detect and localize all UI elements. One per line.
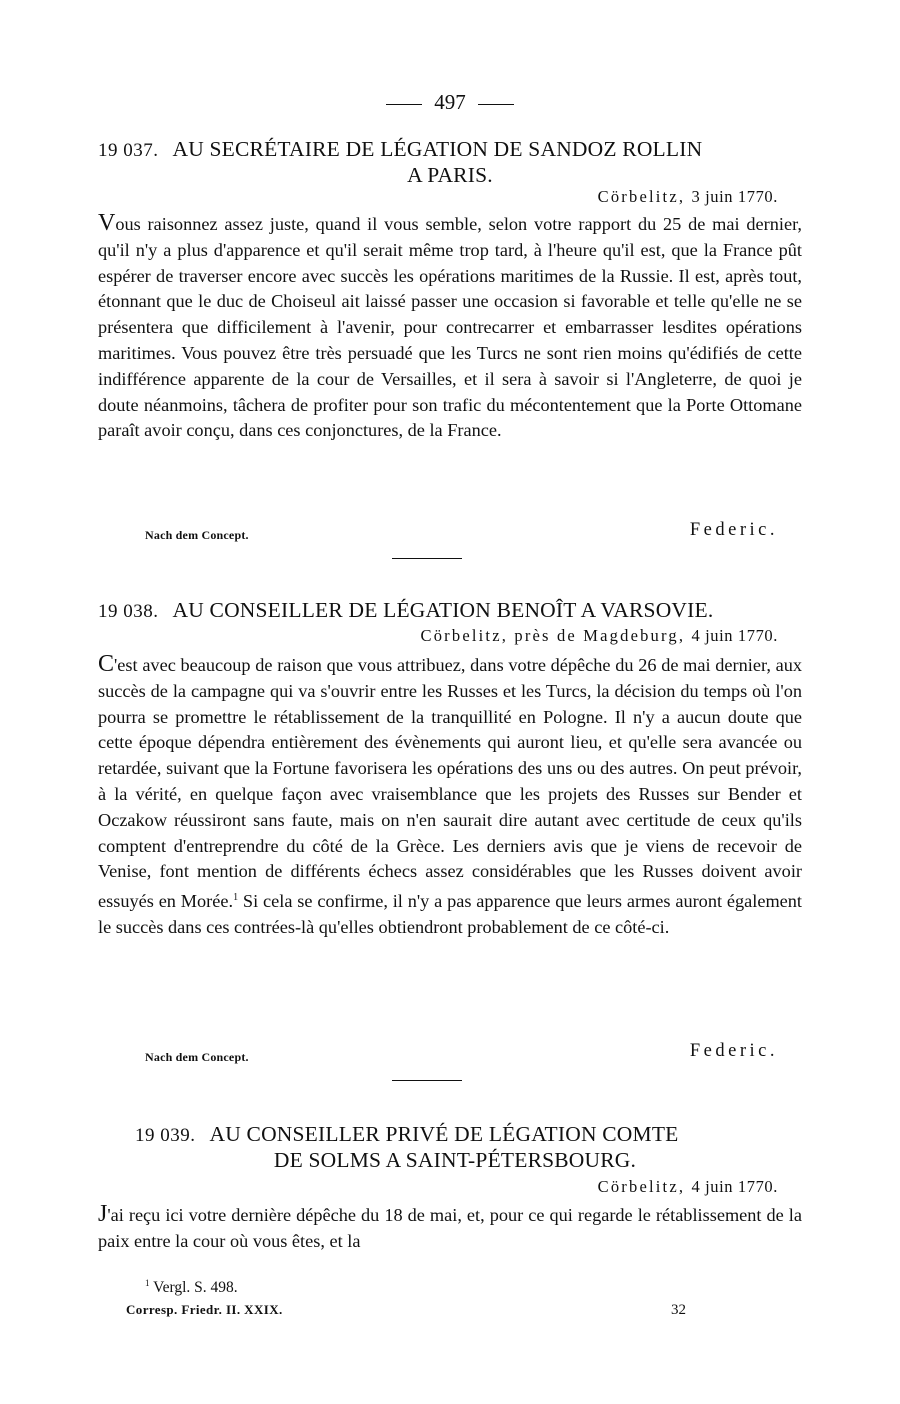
footnote-marker: 1 (145, 1278, 150, 1288)
letter-date: 3 juin 1770. (691, 187, 778, 206)
initial-letter: V (98, 210, 116, 236)
letter-source-note: Nach dem Concept. (145, 528, 249, 542)
letter-place: Cörbelitz, (597, 1177, 686, 1196)
initial-letter: J (98, 1201, 108, 1227)
footnote-marker: 1 (233, 892, 239, 904)
section-divider (392, 1080, 462, 1081)
page-number-text: 497 (434, 90, 466, 114)
page-number-dash-right (478, 104, 514, 105)
letter-body (98, 211, 802, 444)
letter-body (98, 1202, 802, 1255)
letter-signature: Federic. (689, 520, 778, 540)
letter-dateline (421, 626, 778, 646)
letter-body-text-continued: Si cela se confirme, il n'y a pas apparence que leurs armes auront également le succès dans ces contrées-là qu'elles obtiendront probablement de ce côté-ci. (98, 891, 802, 938)
letter-source-note: Nach dem Concept. (145, 1050, 249, 1064)
letter-title-line2: A PARIS. (407, 163, 493, 187)
letter-heading (98, 137, 802, 188)
letter-place: Cörbelitz, (597, 187, 686, 206)
letter-title-line2: DE SOLMS A SAINT-PÉTERSBOURG. (273, 1148, 637, 1172)
letter-title-line1: AU CONSEILLER PRIVÉ DE LÉGATION COMTE (209, 1122, 679, 1146)
page-number (0, 90, 900, 115)
letter-dateline (598, 187, 778, 207)
letter-title-line1: AU CONSEILLER DE LÉGATION BENOÎT A VARSOVIE. (172, 598, 714, 622)
page-number-dash-left (386, 104, 422, 105)
letter-number: 19 039. (135, 1125, 196, 1146)
section-divider (392, 558, 462, 559)
letter-place: Cörbelitz, près de Magdeburg, (420, 626, 686, 645)
footnote (145, 1278, 238, 1297)
letter-heading (98, 598, 802, 624)
letter-body-text: ous raisonnez assez juste, quand il vous semble, selon votre rapport du 25 de mai dernier, qu'il n'y a plus d'apparence et qu'il serait même trop tard, à l'heure qu'il est, que la France pût espérer de traverser encore avec succès les opérations maritimes de la Russie. Il est, après tout, étonnant que le duc de Choiseul ait laissé passer une occasion si favorable et telle qu'elle ne se présentera que difficilement à l'avenir, pour contrecarrer et embarrasser lesdites opérations maritimes. Vous pouvez être très persuadé que les Turcs ne sont rien moins qu'édifiés de cette indifférence apparente de la cour de Versailles, et il sera à savoir si l'Angleterre, de quoi je doute néanmoins, tâchera de profiter pour son trafic du mécontentement que la Porte Ottomane paraît avoir conçu, dans ces conjonctures, de la France. (98, 214, 802, 441)
footer-signature-mark: Corresp. Friedr. II. XXIX. (126, 1302, 283, 1317)
letter-body-text: 'est avec beaucoup de raison que vous attribuez, dans votre dépêche du 26 de mai dernier, aux succès de la campagne qui va s'ouvrir entre les Russes et les Turcs, la décision du temps où l'on pourra se promettre le rétablissement de la tranquillité en Pologne. Il n'y a aucun doute que cette époque dépendra entièrement des évènements qui auront lieu, et qu'elle sera avancée ou retardée, suivant que la Fortune favorisera les opérations des uns ou des autres. On peut prévoir, à la vérité, en quelque façon avec vraisemblance que les projets des Russes sur Bender et Oczakow réussiront sans faute, mais on n'en saurait dire autant avec certitude de ceux qu'ils comptent d'entreprendre du côté de la Grèce. Les derniers avis que je viens de recevoir de Venise, font mention de différents échecs assez considérables que les Russes doivent avoir essuyés en Morée. (98, 655, 802, 912)
letter-date: 4 juin 1770. (691, 626, 778, 645)
letter-signature: Federic. (689, 1041, 778, 1061)
footer-sheet-number: 32 (671, 1302, 686, 1318)
footnote-text: Vergl. S. 498. (153, 1279, 238, 1297)
letter-number: 19 037. (98, 140, 159, 161)
letter-number: 19 038. (98, 601, 159, 622)
initial-letter: C (98, 651, 115, 677)
letter-body-text: 'ai reçu ici votre dernière dépêche du 18 de mai, et, pour ce qui regarde le rétablissement de la paix entre la cour où vous êtes, et la (98, 1205, 802, 1251)
letter-dateline (598, 1177, 778, 1197)
letter-date: 4 juin 1770. (691, 1177, 778, 1196)
letter-body (98, 652, 802, 941)
letter-heading (135, 1122, 775, 1173)
letter-title-line1: AU SECRÉTAIRE DE LÉGATION DE SANDOZ ROLLIN (172, 137, 703, 161)
